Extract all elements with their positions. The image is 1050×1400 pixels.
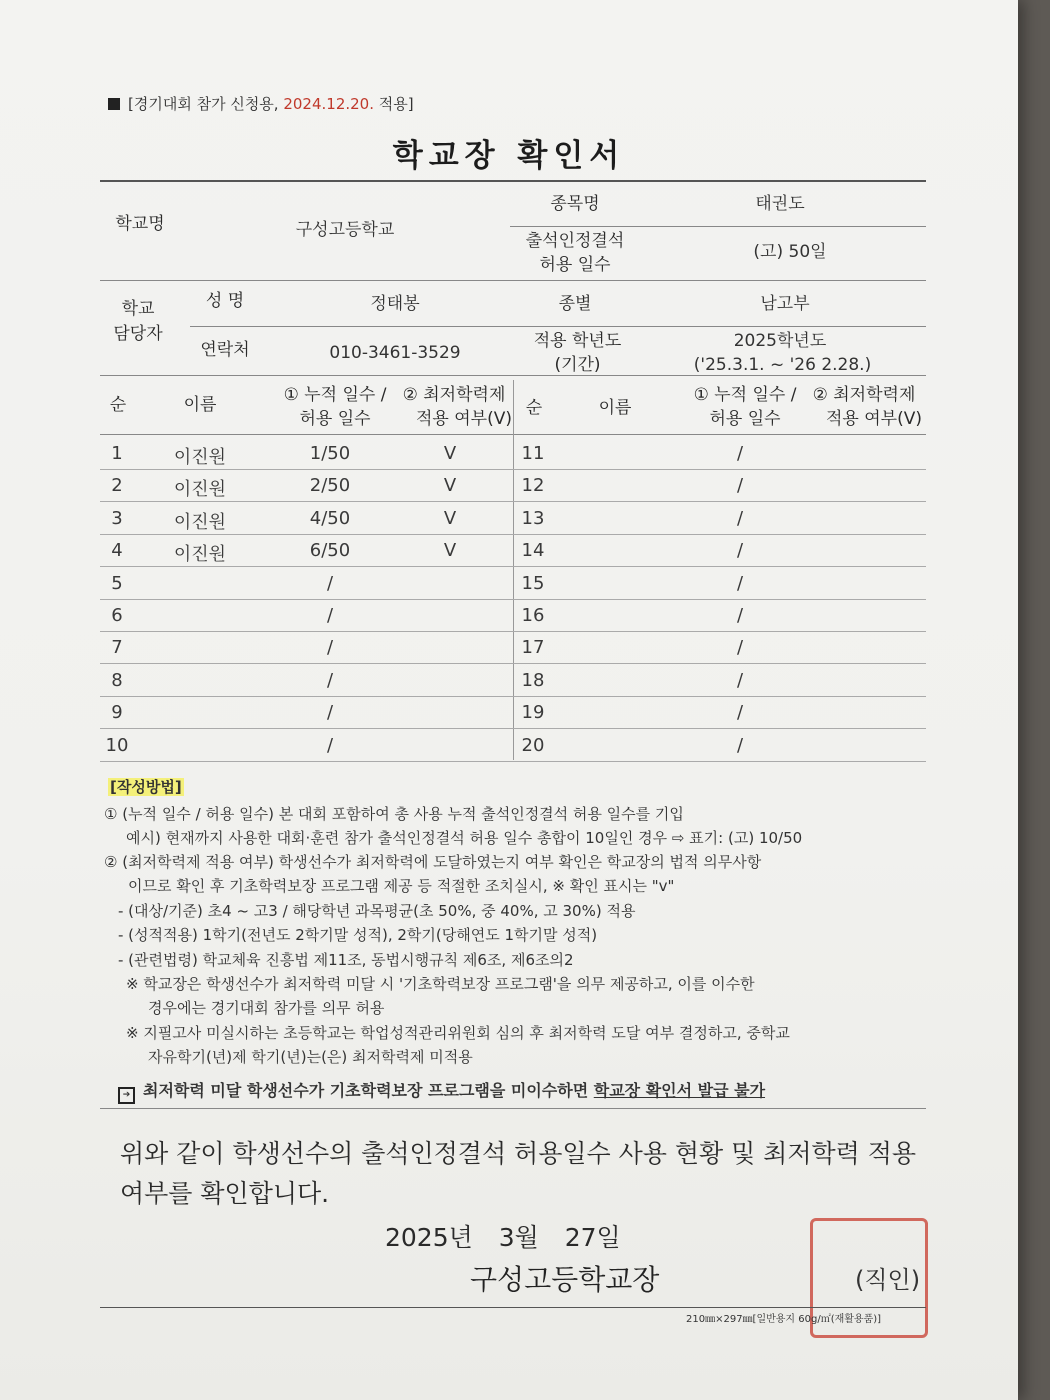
col-days-right-2: 허용 일수 bbox=[709, 409, 781, 429]
row-number: 16 bbox=[521, 605, 545, 626]
staff-label-line2: 담당자 bbox=[113, 324, 163, 344]
row-number: 20 bbox=[521, 734, 545, 756]
table-row bbox=[100, 696, 926, 728]
col-name-left: 이름 bbox=[183, 395, 217, 415]
row-days: / bbox=[736, 572, 744, 594]
category-label: 종별 bbox=[558, 294, 592, 314]
contact-value: 010-3461-3529 bbox=[329, 343, 461, 363]
instruction-line: 경우에는 경기대회 참가를 의무 허용 bbox=[148, 999, 385, 1017]
row-days: 4/50 bbox=[309, 507, 351, 529]
instruction-line: 자유학기(년)제 학기(년)는(은) 최저학력제 미적용 bbox=[148, 1048, 473, 1066]
instruction-line: 이므로 확인 후 기초학력보장 프로그램 제공 등 적절한 조치실시, ※ 확인 표시는 "v" bbox=[128, 877, 675, 895]
table-row bbox=[100, 567, 926, 599]
col-name-right: 이름 bbox=[598, 398, 632, 418]
rule bbox=[100, 1108, 926, 1109]
col-days-right-1: ① 누적 일수 / bbox=[693, 385, 797, 405]
row-days: / bbox=[326, 637, 334, 659]
row-check: V bbox=[443, 475, 457, 497]
rule bbox=[100, 280, 926, 281]
row-name: 이진원 bbox=[173, 447, 227, 468]
paper-spec-footer: 210㎜×297㎜[일반용지 60g/㎡(재활용품)] bbox=[686, 1314, 882, 1325]
row-number: 14 bbox=[521, 540, 545, 562]
row-check: V bbox=[443, 507, 457, 529]
row-name: 이진원 bbox=[173, 544, 227, 566]
instruction-line: 예시) 현재까지 사용한 대회·훈련 참가 출석인정결석 허용 일수 총합이 10일인 경우 ⇨ 표기: (고) 10/50 bbox=[126, 829, 803, 847]
absence-label-line1: 출석인정결석 bbox=[525, 231, 625, 251]
row-days: / bbox=[736, 669, 744, 691]
row-number: 19 bbox=[521, 702, 545, 724]
notice-emphasis: 학교장 확인서 발급 불가 bbox=[593, 1081, 766, 1100]
row-days: / bbox=[326, 605, 334, 626]
row-days: / bbox=[326, 702, 334, 724]
row-number: 5 bbox=[111, 572, 123, 594]
table-row bbox=[100, 664, 926, 696]
instruction-line: - (성적적용) 1학기(전년도 2학기말 성적), 2학기(당해연도 1학기말 성적) bbox=[118, 926, 598, 944]
signoff-date: 2025년 3월 27일 bbox=[385, 1223, 621, 1252]
row-days: / bbox=[736, 443, 744, 464]
confirmation-statement: 위와 같이 학생선수의 출석인정결석 허용일수 사용 현황 및 최저학력 적용 여부를 확인합니다. bbox=[120, 1139, 917, 1208]
notice-line: ➔ 최저학력 미달 학생선수가 기초학력보장 프로그램을 미이수하면 학교장 확인서 발급 불가 bbox=[118, 1079, 765, 1104]
row-days: / bbox=[326, 572, 334, 594]
sport-label: 종목명 bbox=[550, 194, 600, 214]
row-number: 4 bbox=[111, 540, 123, 562]
principal-name: 구성고등학교장 bbox=[470, 1263, 660, 1296]
table-row bbox=[100, 729, 926, 761]
table-top-rule bbox=[100, 180, 926, 182]
row-name: 이진원 bbox=[173, 479, 227, 501]
category-value: 남고부 bbox=[760, 294, 810, 314]
table-row bbox=[100, 502, 926, 534]
col-check-left-2: 적용 여부(V) bbox=[416, 409, 512, 429]
row-days: / bbox=[736, 637, 744, 659]
row-check: V bbox=[443, 540, 457, 562]
row-days: / bbox=[736, 475, 744, 497]
instruction-line: ※ 지필고사 미실시하는 초등학교는 학업성적관리위원회 심의 후 최저학력 도달 여부 결정하고, 중학교 bbox=[126, 1024, 790, 1042]
row-number: 3 bbox=[111, 507, 123, 529]
school-name-value: 구성고등학교 bbox=[295, 220, 395, 240]
form-header: [경기대회 참가 신청용, 2024.12.20. 적용] bbox=[108, 93, 414, 114]
row-number: 17 bbox=[521, 637, 545, 659]
row-number: 15 bbox=[521, 572, 545, 594]
square-bullet-icon bbox=[108, 98, 120, 110]
absence-label-line2: 허용 일수 bbox=[539, 255, 611, 275]
staff-name-value: 정태봉 bbox=[370, 294, 420, 314]
col-days-left-1: ① 누적 일수 / bbox=[283, 385, 387, 405]
row-days: / bbox=[736, 540, 744, 562]
row-days: / bbox=[736, 734, 744, 756]
bottom-rule bbox=[100, 1307, 926, 1308]
row-check: V bbox=[443, 443, 457, 464]
row-number: 11 bbox=[521, 443, 545, 464]
rule bbox=[510, 226, 926, 227]
table-row bbox=[100, 469, 926, 501]
row-number: 12 bbox=[521, 475, 545, 497]
col-days-left-2: 허용 일수 bbox=[299, 409, 371, 429]
contact-label: 연락처 bbox=[200, 340, 250, 360]
col-check-right-2: 적용 여부(V) bbox=[826, 409, 922, 429]
row-days: / bbox=[736, 702, 744, 724]
arrow-box-icon: ➔ bbox=[118, 1087, 135, 1104]
instruction-line: - (대상/기준) 초4 ~ 고3 / 해당학년 과목평균(초 50%, 중 40%, 고 30%) 적용 bbox=[118, 902, 636, 920]
row-days: / bbox=[326, 734, 334, 756]
row-days: / bbox=[326, 669, 334, 691]
school-name-label: 학교명 bbox=[115, 214, 165, 234]
row-number: 7 bbox=[111, 637, 123, 659]
col-check-right-1: ② 최저학력제 bbox=[812, 385, 916, 405]
instruction-line: ※ 학교장은 학생선수가 최저학력 미달 시 '기초학력보장 프로그램'을 의무 제공하고, 이를 이수한 bbox=[126, 975, 755, 993]
absence-value: (고) 50일 bbox=[753, 242, 827, 262]
col-check-left-1: ② 최저학력제 bbox=[402, 385, 506, 405]
row-days: 1/50 bbox=[309, 443, 351, 464]
instruction-line: ② (최저학력제 적용 여부) 학생선수가 최저학력에 도달하였는지 여부 확인은 학교장의 법적 의무사항 bbox=[104, 853, 762, 871]
row-number: 9 bbox=[111, 702, 123, 724]
row-number: 10 bbox=[105, 734, 129, 756]
row-number: 18 bbox=[521, 669, 545, 691]
year-label-line2: (기간) bbox=[554, 355, 601, 375]
instructions-heading: [작성방법] bbox=[110, 778, 182, 796]
row-number: 8 bbox=[111, 669, 123, 691]
staff-name-label: 성 명 bbox=[205, 291, 245, 311]
year-value-line1: 2025학년도 bbox=[733, 331, 827, 351]
table-row bbox=[100, 437, 926, 469]
year-label-line1: 적용 학년도 bbox=[533, 331, 622, 351]
document-title: 학교장 확인서 bbox=[392, 138, 626, 174]
instruction-line: ① (누적 일수 / 허용 일수) 본 대회 포함하여 총 사용 누적 출석인정결석 허용 일수를 기입 bbox=[104, 805, 684, 823]
seal-label: (직인) bbox=[855, 1266, 921, 1294]
year-value-line2: ('25.3.1. ~ '26 2.28.) bbox=[693, 355, 872, 375]
row-name: 이진원 bbox=[173, 511, 227, 533]
col-no-left: 순 bbox=[109, 395, 127, 415]
row-days: 6/50 bbox=[309, 540, 351, 562]
instruction-line: - (관련법령) 학교체육 진흥법 제11조, 동법시행규칙 제6조, 제6조의2 bbox=[118, 951, 574, 969]
rule bbox=[190, 326, 926, 327]
col-no-right: 순 bbox=[525, 398, 543, 418]
table-row bbox=[100, 599, 926, 631]
table-row bbox=[100, 631, 926, 663]
staff-label-line1: 학교 bbox=[121, 299, 155, 319]
row-days: / bbox=[736, 507, 744, 529]
row-number: 13 bbox=[521, 507, 545, 529]
row-days: / bbox=[736, 605, 744, 626]
row-number: 6 bbox=[111, 605, 123, 626]
header-date: 2024.12.20. bbox=[283, 95, 374, 113]
row-number: 1 bbox=[111, 443, 123, 464]
table-row bbox=[100, 534, 926, 566]
row-number: 2 bbox=[111, 475, 123, 497]
row-rule bbox=[100, 761, 926, 762]
row-days: 2/50 bbox=[309, 475, 351, 497]
sport-value: 태권도 bbox=[755, 194, 805, 214]
